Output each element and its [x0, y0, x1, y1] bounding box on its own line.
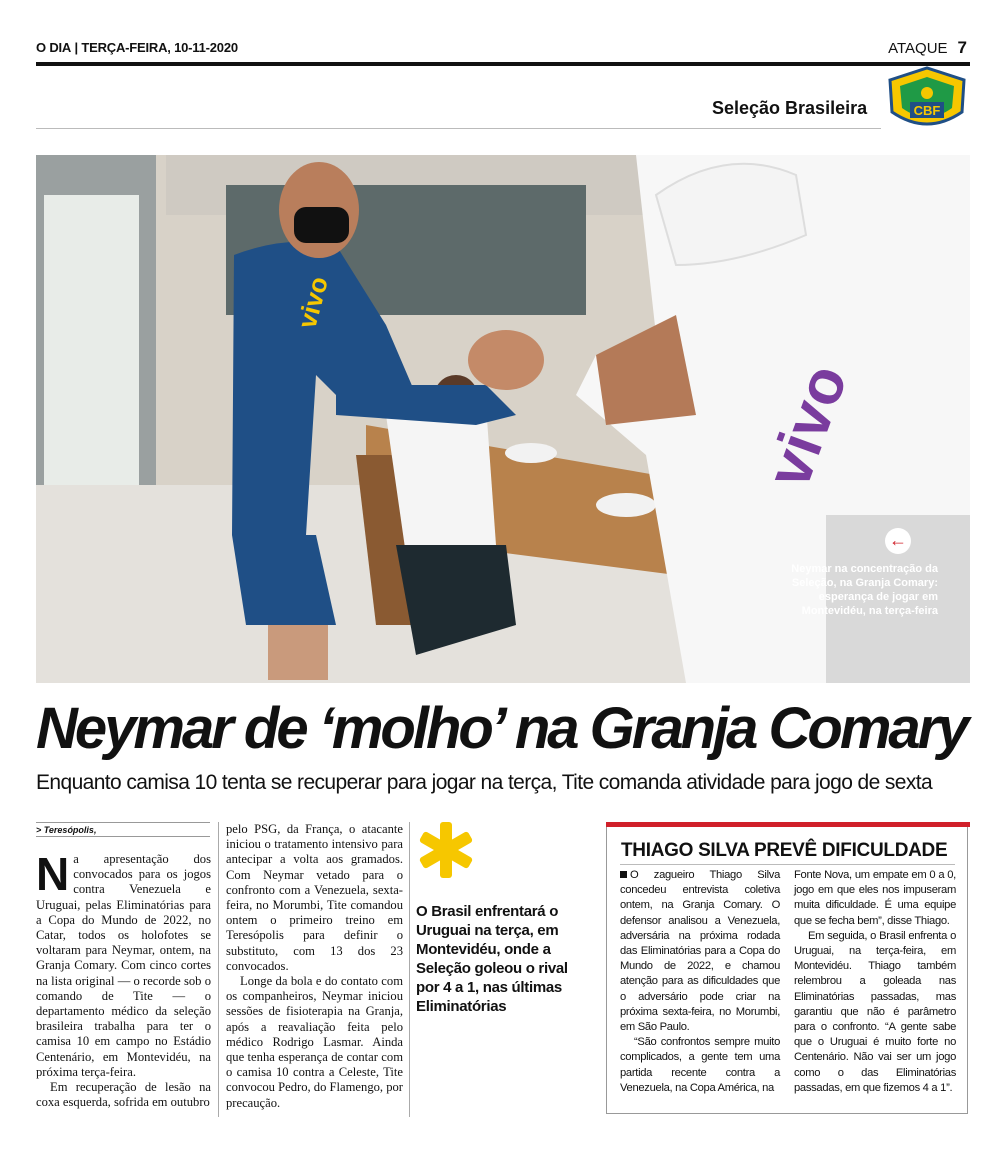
sidebar-paragraph-3: Em seguida, o Brasil enfrenta o Uruguai, na terça-feira, em Montevidéu. Thiago também relembrou a goleada nas Eliminatórias passadas, mas garantiu que não é parâmetro para o confronto. “A gente sabe que o Uruguai é muito forte no Centenário. Não vai ser um jogo como o das Eliminatórias passadas, em que fizemos 4 a 1”. [794, 929, 956, 1094]
folio-left: O DIA | TERÇA-FEIRA, 10-11-2020 [36, 40, 238, 55]
dateline-rule [36, 836, 210, 837]
sidebar-accent-bar [606, 822, 970, 827]
article-paragraph-2: pelo PSG, da França, o atacante iniciou o tratamento intensivo para antecipar a volta aos gramados. Com Neymar vetado para o confronto com a Venezuela, sexta-feira, no Morumbi, Tite comandou ontem o primeiro treino em Teresópolis para definir o substituto, com 13 dos 23 convocados. [226, 822, 403, 973]
top-rule [36, 62, 970, 66]
article-column-2 [226, 822, 403, 1111]
folio-right [888, 38, 967, 58]
drop-cap: N [36, 848, 70, 900]
asterisk-icon [416, 820, 476, 880]
issue-date: TERÇA-FEIRA, 10-11-2020 [81, 40, 238, 55]
shirt-sponsor-text: vivo [753, 355, 862, 497]
jersey-sponsor-text: vivo [291, 273, 334, 332]
headline: Neymar de ‘molho’ na Granja Comary [36, 696, 967, 761]
section-title: Seleção Brasileira [712, 98, 868, 118]
sidebar-column-2 [794, 868, 956, 1096]
column-divider [409, 822, 410, 1117]
bullet-square-icon [620, 871, 627, 878]
column-divider [218, 822, 219, 1117]
section-rule [36, 128, 881, 129]
sidebar-paragraph-2: “São confrontos sempre muito complicados, a gente tem uma partida recente contra a Venezuela, na Copa América, na [620, 1036, 780, 1094]
pull-quote: O Brasil enfrentará o Uruguai na terça, em Montevidéu, onde a Seleção goleou o rival por 4 a 1, nas últimas Eliminatórias [416, 903, 568, 1015]
sidebar-title: THIAGO SILVA PREVÊ DIFICULDADE [621, 840, 948, 861]
sidebar-column-1 [620, 868, 780, 1096]
sidebar-paragraph-1: O zagueiro Thiago Silva concedeu entrevista coletiva ontem, na Granja Comary. O defensor analisou a Venezuela, adversária na próxima rodada das Eliminatórias para a Copa do Mundo de 2022, e chamou atenção para as dificuldades que o adversário pode criar na próxima sexta-feira, no Morumbi, em São Paulo. [620, 869, 780, 1034]
sidebar-title-rule [620, 864, 955, 865]
photo-caption: Neymar na concentração da Seleção, na Granja Comary: esperança de jogar em Montevidéu, na terça-feira [791, 563, 938, 617]
cbf-logo-text: CBF [913, 103, 941, 118]
subheadline: Enquanto camisa 10 tenta se recuperar para jogar na terça, Tite comanda atividade para jogo de sexta [36, 771, 933, 794]
dateline: > Teresópolis, [36, 822, 210, 835]
article-paragraph-2-start: Em recuperação de lesão na coxa esquerda, sofrida em outubro [36, 1080, 211, 1110]
page-number: 7 [957, 38, 967, 57]
cbf-logo [882, 66, 972, 136]
sidebar-paragraph-2-continued: Fonte Nova, um empate em 0 a 0, jogo em que eles nos impuseram muita dificuldade. É uma equipe que se fecha bem”, disse Thiago. [794, 869, 956, 927]
newspaper-name: O DIA [36, 40, 72, 55]
section-name: ATAQUE [888, 40, 948, 57]
article-paragraph-1: a apresentação dos convocados para os jogos contra Venezuela e Uruguai, pelas Eliminatórias para a Copa do Mundo de 2022, no Catar, todos os holofotes se voltaram para Neymar, ontem, na Granja Comary. Com cinco cortes na lista original — o recorde sob o comando de Tite — o departamento médico da seleção brasileira trabalha para ter o camisa 10 em campo no Estádio Centenário, em Montevidéu, na próxima terça-feira. [36, 852, 211, 1079]
article-column-1 [36, 848, 211, 1110]
caption-arrow-icon: ← [885, 528, 911, 554]
article-paragraph-3: Longe da bola e do contato com os companheiros, Neymar iniciou sessões de fisioterapia na Granja, após a reavaliação feita pelo médico Rodrigo Lasmar. Ainda que tenha esperança de contar com o camisa 10 contra a Celeste, Tite convocou Pedro, do Flamengo, por precaução. [226, 974, 403, 1110]
